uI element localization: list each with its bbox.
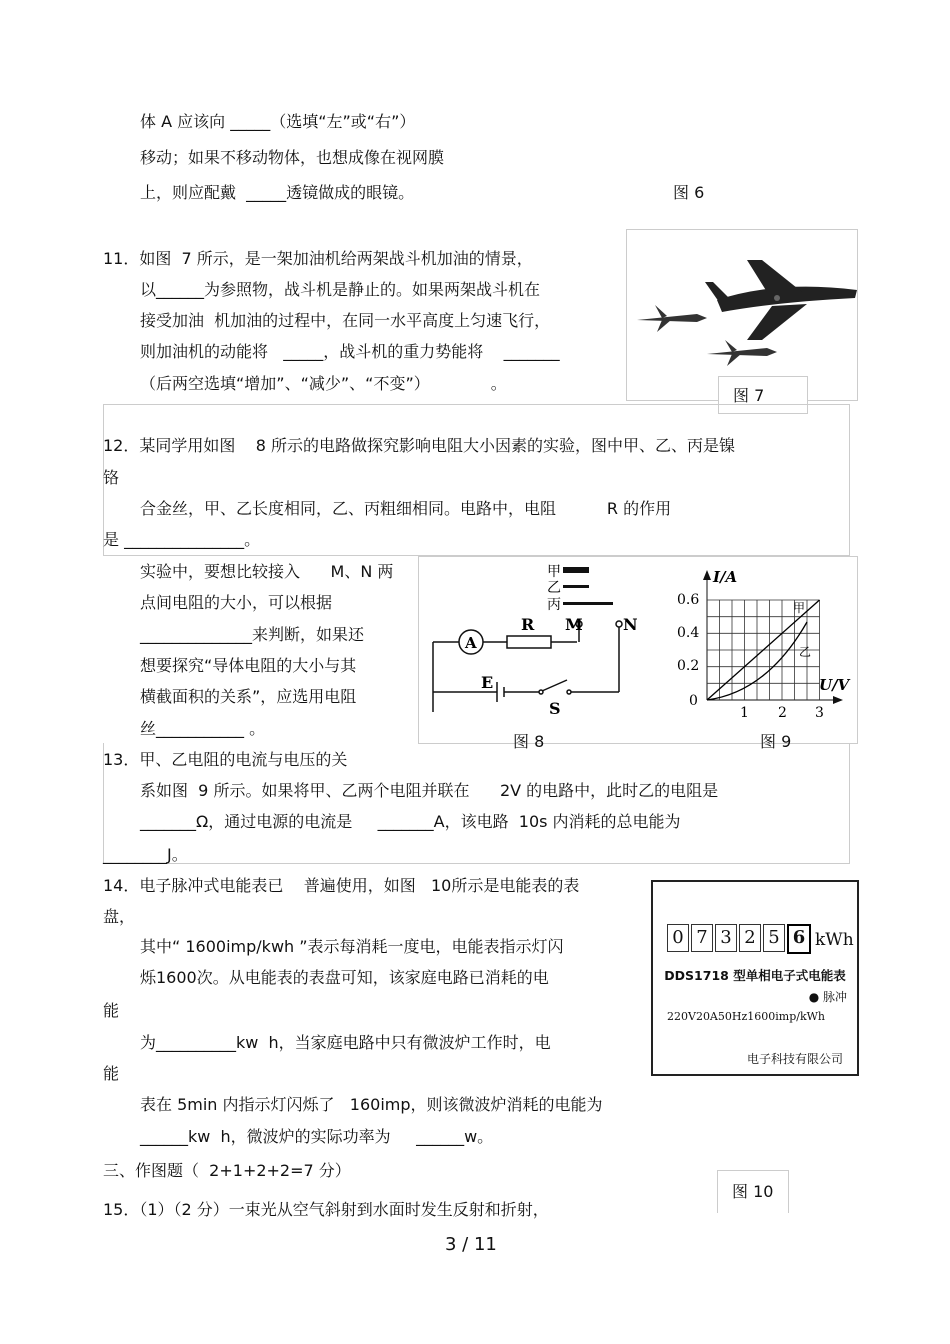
- meter-unit: kWh: [815, 930, 854, 950]
- meter-spec: 220V20A50Hz1600imp/kWh: [667, 1010, 826, 1023]
- text-line: 移动；如果不移动物体，也想成像在视网膜: [140, 148, 445, 167]
- series-label-yi: 乙: [799, 645, 812, 659]
- terminal-n: N: [623, 615, 638, 634]
- text-line: ______________来判断，如果还: [140, 625, 365, 644]
- question-15: 15．（1）（2 分）一束光从空气斜射到水面时发生反射和折射，: [103, 1200, 549, 1219]
- text-line: 点间电阻的大小，可以根据: [140, 593, 333, 612]
- resistor-label: R: [521, 615, 535, 634]
- battery-label: E: [481, 673, 494, 692]
- x-tick: 2: [778, 705, 787, 721]
- wire-label-jia: 甲: [547, 564, 561, 580]
- switch-label: S: [549, 699, 561, 718]
- text-line: 能: [103, 1001, 120, 1020]
- question-13: 13．甲、乙电阻的电流与电压的关: [103, 750, 348, 769]
- terminal-m: M: [565, 615, 583, 634]
- text-line: 体 A 应该向 _____（选填“左”或“右”）: [140, 112, 416, 131]
- figure-caption: 图 8: [513, 732, 545, 751]
- meter-digit: 7: [691, 924, 713, 952]
- series-label-jia: 甲: [793, 601, 806, 615]
- y-axis-label: I/A: [713, 568, 738, 586]
- iv-graph: [667, 562, 857, 732]
- x-axis-label: U/V: [819, 676, 850, 694]
- energy-meter-panel: [651, 880, 859, 1076]
- wire-label-yi: 乙: [547, 580, 561, 596]
- x-tick: 3: [815, 705, 824, 721]
- y-tick: 0.4: [677, 625, 700, 641]
- text-line: 横截面积的关系”，应选用电阻: [140, 687, 357, 706]
- text-line: 上，则应配戴 _____透镜做成的眼镜。: [140, 183, 415, 202]
- meter-digit: 0: [667, 924, 689, 952]
- circuit-diagram: [429, 562, 659, 732]
- text-line: 铬: [103, 468, 120, 487]
- figure-8-9-frame: [418, 556, 858, 744]
- meter-maker: 电子科技有限公司: [746, 1052, 843, 1066]
- meter-pulse-indicator: ● 脉冲: [808, 990, 847, 1004]
- text-line: 则加油机的动能将 _____，战斗机的重力势能将 _______: [140, 342, 560, 361]
- text-line: （后两空选填“增加”、“减少”、“不变”） 。: [140, 374, 507, 393]
- text-line: 接受加油 机加油的过程中，在同一水平高度上匀速飞行，: [140, 311, 551, 330]
- figure-caption: 图 10: [732, 1182, 774, 1201]
- text-line: 丝___________ 。: [140, 719, 266, 738]
- text-line: 其中“ 1600imp/kwh ”表示每消耗一度电，电能表指示灯闪: [140, 937, 564, 956]
- question-14: 14．电子脉冲式电能表已 普遍使用，如图 10所示是电能表的表: [103, 876, 580, 895]
- text-line: 表在 5min 内指示灯闪烁了 160imp，则该微波炉消耗的电能为: [140, 1095, 603, 1114]
- meter-digit: 2: [739, 924, 761, 952]
- text-line: 合金丝，甲、乙长度相同，乙、丙粗细相同。电路中，电阻 R 的作用: [140, 499, 672, 518]
- y-tick: 0.6: [677, 592, 700, 608]
- text-line: 烁1600次。从电能表的表盘可知，该家庭电路已消耗的电: [140, 968, 549, 987]
- x-tick: 1: [740, 705, 749, 721]
- section-heading: 三、作图题（ 2+1+2+2=7 分）: [103, 1161, 351, 1180]
- wire-label-bing: 丙: [547, 597, 561, 613]
- text-line: 以______为参照物，战斗机是静止的。如果两架战斗机在: [140, 280, 541, 299]
- figure-caption: 图 6: [673, 183, 705, 202]
- page-number: 3 / 11: [445, 1234, 497, 1255]
- text-line: ______kw h，微波炉的实际功率为 ______w。: [140, 1127, 494, 1146]
- text-line: 是 _______________。: [103, 530, 261, 549]
- text-line: 实验中，要想比较接入 M、N 两: [140, 562, 394, 581]
- meter-digit-decimal: 6: [787, 924, 811, 954]
- question-11: 11．如图 7 所示，是一架加油机给两架战斗机加油的情景，: [103, 249, 533, 268]
- ammeter-label: A: [465, 634, 477, 652]
- text-line: _______Ω，通过电源的电流是 _______A，该电路 10s 内消耗的总电能为: [140, 812, 681, 831]
- meter-digit: 5: [763, 924, 785, 952]
- figure-caption: 图 7: [733, 386, 765, 405]
- meter-digit: 3: [715, 924, 737, 952]
- question-12: 12．某同学用如图 8 所示的电路做探究影响电阻大小因素的实验，图中甲、乙、丙是镍: [103, 436, 735, 455]
- text-line: 系如图 9 所示。如果将甲、乙两个电阻并联在 2V 的电路中，此时乙的电阻是: [140, 781, 719, 800]
- text-line: 为__________kw h，当家庭电路中只有微波炉工作时，电: [140, 1033, 551, 1052]
- text-line: 盘，: [103, 907, 136, 926]
- planes-illustration: [627, 230, 857, 400]
- meter-model: DDS1718 型单相电子式电能表: [664, 968, 846, 983]
- y-tick: 0.2: [677, 658, 700, 674]
- text-line: 能: [103, 1064, 120, 1083]
- figure-caption: 图 9: [760, 732, 792, 751]
- text-line: 想要探究“导体电阻的大小与其: [140, 656, 357, 675]
- text-line: ________J。: [103, 845, 188, 864]
- y-tick: 0: [689, 693, 698, 709]
- meter-digits: [667, 924, 854, 956]
